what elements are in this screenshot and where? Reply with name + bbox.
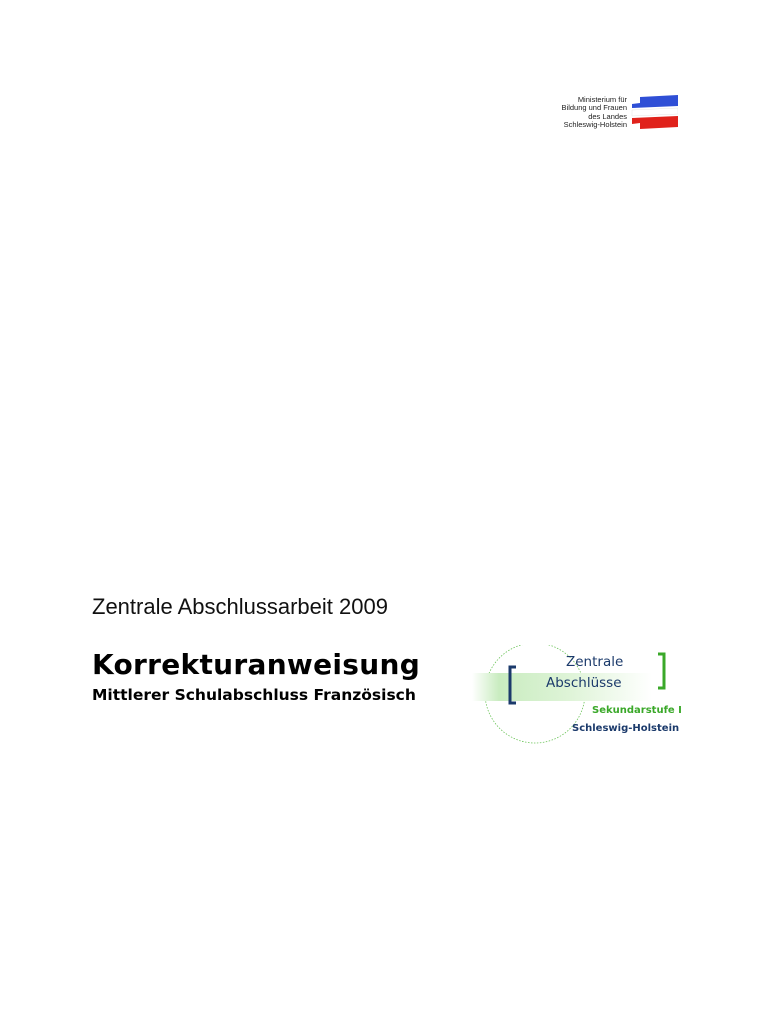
zentrale-abschluesse-logo: [470, 645, 680, 745]
logo-word-abschluesse: Abschlüsse: [546, 675, 622, 691]
document-subheading: Mittlerer Schulabschluss Französisch: [92, 686, 416, 704]
logo-level: Sekundarstufe I: [592, 705, 682, 716]
ministry-line: Ministerium für: [577, 95, 627, 104]
logo-word-zentrale: Zentrale: [566, 654, 624, 670]
ministry-name: [560, 96, 627, 130]
ministry-logo: [560, 94, 680, 134]
flag-icon: [630, 94, 678, 130]
ministry-line: des Landes: [588, 111, 627, 121]
ministry-line: Bildung und Frauen: [561, 103, 627, 113]
right-bracket-icon: [658, 654, 664, 688]
ministry-line: Schleswig-Holstein: [563, 120, 627, 130]
exam-title: Zentrale Abschlussarbeit 2009: [92, 594, 388, 619]
logo-state: Schleswig-Holstein: [572, 723, 680, 734]
document-heading: Korrekturanweisung: [92, 648, 421, 681]
